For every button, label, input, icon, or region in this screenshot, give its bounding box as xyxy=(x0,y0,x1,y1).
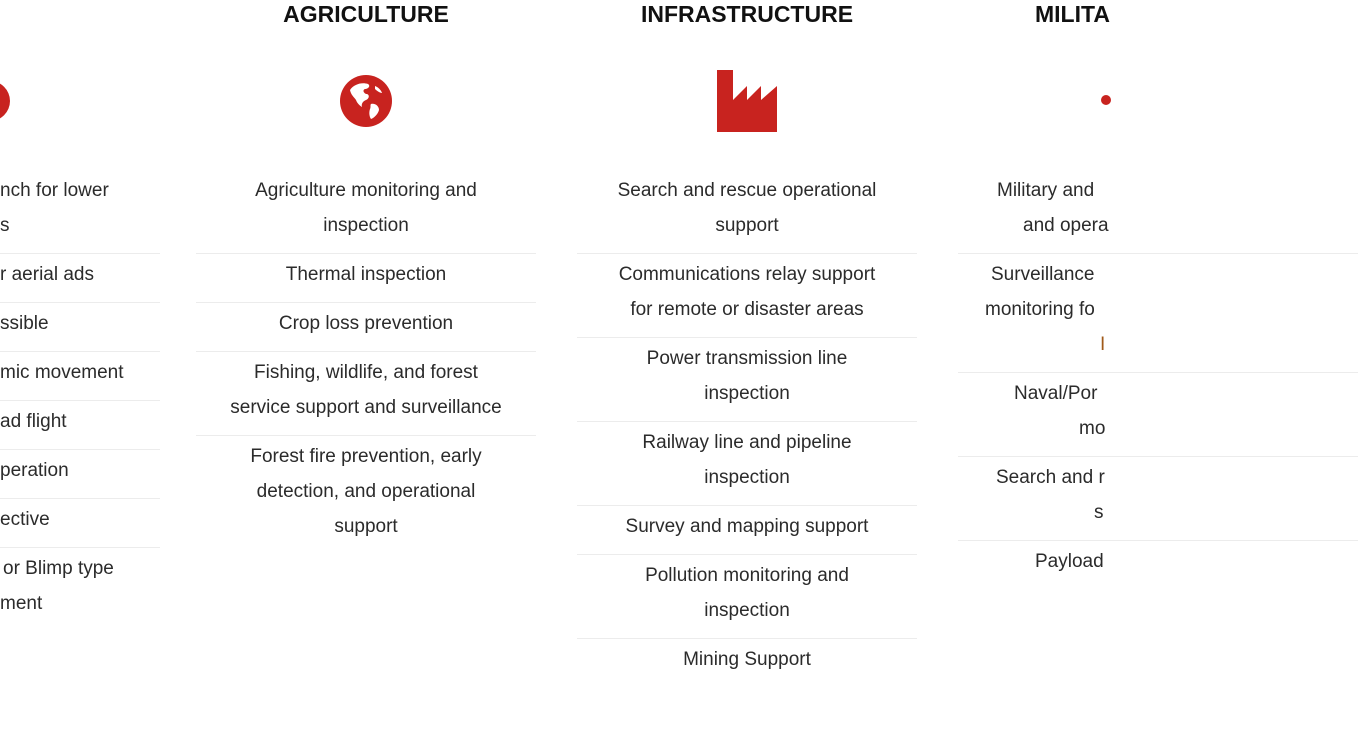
column-heading: INFRASTRUCTURE xyxy=(640,1,854,27)
globe-icon xyxy=(338,70,394,132)
column-icon xyxy=(577,70,917,132)
list-item: ective xyxy=(0,499,160,548)
list-item: ssible xyxy=(0,303,160,352)
list-item: Payload xyxy=(1035,551,1104,572)
list-item: Survey and mapping support xyxy=(577,506,917,555)
feature-list xyxy=(0,170,160,631)
military-icon xyxy=(958,70,1104,132)
list-item: Railway line and pipeline inspection xyxy=(577,422,917,506)
list-item: Search and r s xyxy=(958,457,1358,541)
feature-list xyxy=(196,170,536,554)
list-item: Crop loss prevention xyxy=(196,303,536,352)
circle-icon xyxy=(0,70,160,132)
list-item: Pollution monitoring and inspection xyxy=(577,555,917,639)
column-heading: AGRICULTURE xyxy=(283,1,449,27)
column-icon xyxy=(958,70,1104,132)
list-item: Forest fire prevention, early detection, and operational support xyxy=(250,446,482,537)
list-item: ad flight xyxy=(0,401,160,450)
list-item: Naval/Por mo xyxy=(958,373,1358,457)
list-item: Surveillance monitoring fo I xyxy=(958,254,1358,373)
list-item: Communications relay support for remote or disaster areas xyxy=(577,254,917,338)
list-item: r aerial ads xyxy=(0,254,160,303)
list-item: Fishing, wildlife, and forest service support and surveillance xyxy=(196,352,536,436)
list-item: Agriculture monitoring and inspection xyxy=(196,170,536,254)
list-item: or Blimp type ment xyxy=(0,558,114,614)
feature-list xyxy=(577,170,917,687)
column-military xyxy=(958,0,1110,750)
list-item: mic movement xyxy=(0,352,160,401)
column-icon xyxy=(0,70,160,132)
list-item: peration xyxy=(0,450,160,499)
list-item: Mining Support xyxy=(683,649,811,670)
column-icon xyxy=(196,70,536,132)
list-item: nch for lower s xyxy=(0,170,160,254)
feature-list xyxy=(958,170,1358,589)
list-item: Military and and opera xyxy=(958,170,1358,254)
list-item: Search and rescue operational support xyxy=(577,170,917,254)
list-item: Power transmission line inspection xyxy=(577,338,917,422)
column-heading: MILITA xyxy=(1035,1,1110,27)
list-item: Thermal inspection xyxy=(196,254,536,303)
factory-icon xyxy=(715,70,779,132)
